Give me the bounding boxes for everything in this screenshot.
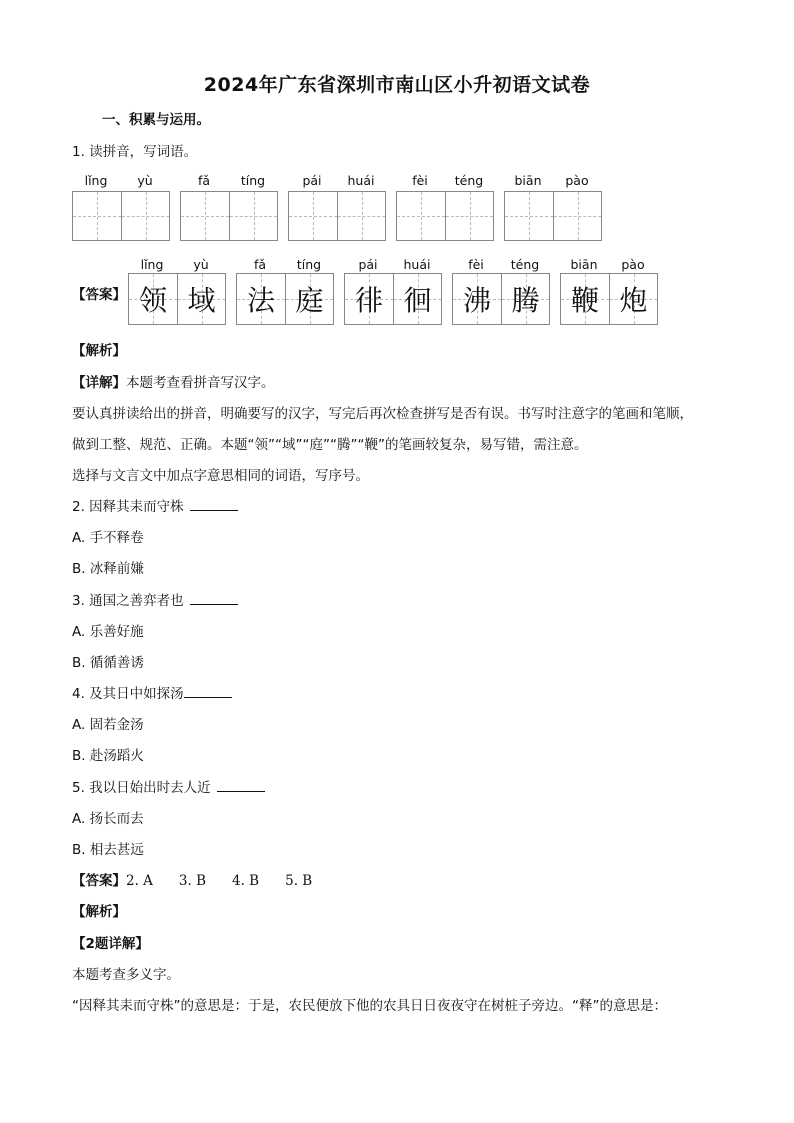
answer-pinyin: yù xyxy=(193,257,209,272)
answer-character: 徘 xyxy=(354,284,383,317)
answer-tianzige-box xyxy=(236,273,334,325)
question-grid-cell[interactable] xyxy=(397,192,445,240)
detail-paragraph-2: 做到工整、规范、正确。本题“领”“域”“庭”“腾”“鞭”的笔画较复杂，易写错，需注意。 xyxy=(72,437,588,453)
answer-character: 徊 xyxy=(403,284,432,317)
answers-line xyxy=(72,869,312,889)
answer-character: 炮 xyxy=(619,284,648,317)
answer-grid-cell xyxy=(285,274,333,324)
question-grid-cell[interactable] xyxy=(445,192,493,240)
answer-tianzige-box xyxy=(560,273,658,325)
question-2-detail-tag: 【2题详解】 xyxy=(72,936,149,952)
answer-grid-cell xyxy=(561,274,609,324)
detail-text: 本题考查看拼音写汉字。 xyxy=(126,375,275,391)
answer-blank[interactable] xyxy=(190,592,238,605)
question-2-option-a: A. 手不释卷 xyxy=(72,530,144,546)
answer-item: 2. A xyxy=(126,873,153,889)
question-pinyin: huái xyxy=(347,173,375,188)
question-tianzige-box[interactable] xyxy=(504,191,602,241)
question-pinyin: tíng xyxy=(240,173,266,188)
page-title: 2024年广东省深圳市南山区小升初语文试卷 xyxy=(203,74,591,96)
answers-tag: 【答案】 xyxy=(72,873,126,889)
answer-character: 庭 xyxy=(295,284,324,317)
question-tianzige-box[interactable] xyxy=(288,191,386,241)
answer-item: 3. B xyxy=(178,873,207,889)
answer-pinyin: téng xyxy=(510,257,540,272)
answer-grid-cell xyxy=(501,274,549,324)
question-5-stem: 5. 我以日始出时去人近 xyxy=(72,776,265,796)
question-3-stem: 3. 通国之善弈者也 xyxy=(72,589,238,609)
question-grid-cell[interactable] xyxy=(121,192,169,240)
question-tianzige-box[interactable] xyxy=(180,191,278,241)
answer-grid-cell xyxy=(237,274,285,324)
answer-grid-cell xyxy=(345,274,393,324)
answer-tianzige-box xyxy=(128,273,226,325)
answer-character: 域 xyxy=(187,284,216,317)
answer-tianzige-box xyxy=(344,273,442,325)
question-pinyin: téng xyxy=(454,173,484,188)
answer-pinyin: biān xyxy=(570,257,598,272)
question-2-option-b: B. 冰释前嫌 xyxy=(72,561,144,577)
question-tianzige-box[interactable] xyxy=(72,191,170,241)
question-grid-cell[interactable] xyxy=(505,192,553,240)
answer-tianzige-box xyxy=(452,273,550,325)
answer-blank[interactable] xyxy=(184,685,232,698)
question-grid-cell[interactable] xyxy=(229,192,277,240)
question-grid-cell[interactable] xyxy=(181,192,229,240)
question-pinyin: fèi xyxy=(412,173,428,188)
question-tianzige-box[interactable] xyxy=(396,191,494,241)
question-pinyin: lǐng xyxy=(84,173,108,188)
answer-grid-cell xyxy=(393,274,441,324)
section-heading: 一、积累与运用。 xyxy=(102,112,210,128)
answer-tag: 【答案】 xyxy=(72,287,126,303)
question-4-option-a: A. 固若金汤 xyxy=(72,717,144,733)
question-grid-cell[interactable] xyxy=(73,192,121,240)
answer-pinyin: pào xyxy=(621,257,645,272)
answer-grid-cell xyxy=(129,274,177,324)
answer-character: 领 xyxy=(138,284,167,317)
question-4-option-b: B. 赴汤蹈火 xyxy=(72,748,144,764)
answer-character: 法 xyxy=(246,284,275,317)
question-2-stem: 2. 因释其耒而守株 xyxy=(72,495,238,515)
question-grid-cell[interactable] xyxy=(289,192,337,240)
answer-character: 沸 xyxy=(462,284,491,317)
question-pinyin: biān xyxy=(514,173,542,188)
question-grid-cell[interactable] xyxy=(553,192,601,240)
answer-pinyin: pái xyxy=(358,257,378,272)
question-pinyin: pào xyxy=(565,173,589,188)
question-1-prompt: 1. 读拼音，写词语。 xyxy=(72,144,198,160)
question-3-option-a: A. 乐善好施 xyxy=(72,624,144,640)
answer-pinyin: huái xyxy=(403,257,431,272)
answer-grid-cell xyxy=(609,274,657,324)
question-5-option-b: B. 相去甚远 xyxy=(72,842,144,858)
answer-character: 腾 xyxy=(511,284,540,317)
answer-pinyin: fǎ xyxy=(253,257,267,272)
question-pinyin: pái xyxy=(302,173,322,188)
answer-grid-cell xyxy=(177,274,225,324)
analysis-tag-2: 【解析】 xyxy=(72,904,126,920)
question-4-stem: 4. 及其日中如探汤 xyxy=(72,682,232,702)
answer-pinyin: tíng xyxy=(296,257,322,272)
question-pinyin: fǎ xyxy=(197,173,211,188)
question-grid-cell[interactable] xyxy=(337,192,385,240)
question-2-detail-text: 本题考查多义字。 xyxy=(72,967,180,983)
question-5-option-a: A. 扬长而去 xyxy=(72,811,144,827)
answer-pinyin: fèi xyxy=(468,257,484,272)
answer-item: 4. B xyxy=(232,873,260,889)
question-2-explanation: “因释其耒而守株”的意思是：于是，农民便放下他的农具日日夜夜守在树桩子旁边。“释”的意思是： xyxy=(72,998,667,1014)
detail-tag: 【详解】 xyxy=(72,375,126,391)
question-3-option-b: B. 循循善诱 xyxy=(72,655,144,671)
question-pinyin: yù xyxy=(137,173,153,188)
answer-character: 鞭 xyxy=(570,284,599,317)
detail-paragraph-1: 要认真拼读给出的拼音，明确要写的汉字，写完后再次检查拼写是否有误。书写时注意字的笔画和笔顺， xyxy=(72,406,693,422)
answer-blank[interactable] xyxy=(217,779,265,792)
answer-pinyin: lǐng xyxy=(140,257,164,272)
answer-item: 5. B xyxy=(285,873,313,889)
analysis-tag: 【解析】 xyxy=(72,343,126,359)
detail-line xyxy=(72,371,275,391)
answer-blank[interactable] xyxy=(190,498,238,511)
answer-grid-cell xyxy=(453,274,501,324)
instruction: 选择与文言文中加点字意思相同的词语，写序号。 xyxy=(72,468,369,484)
